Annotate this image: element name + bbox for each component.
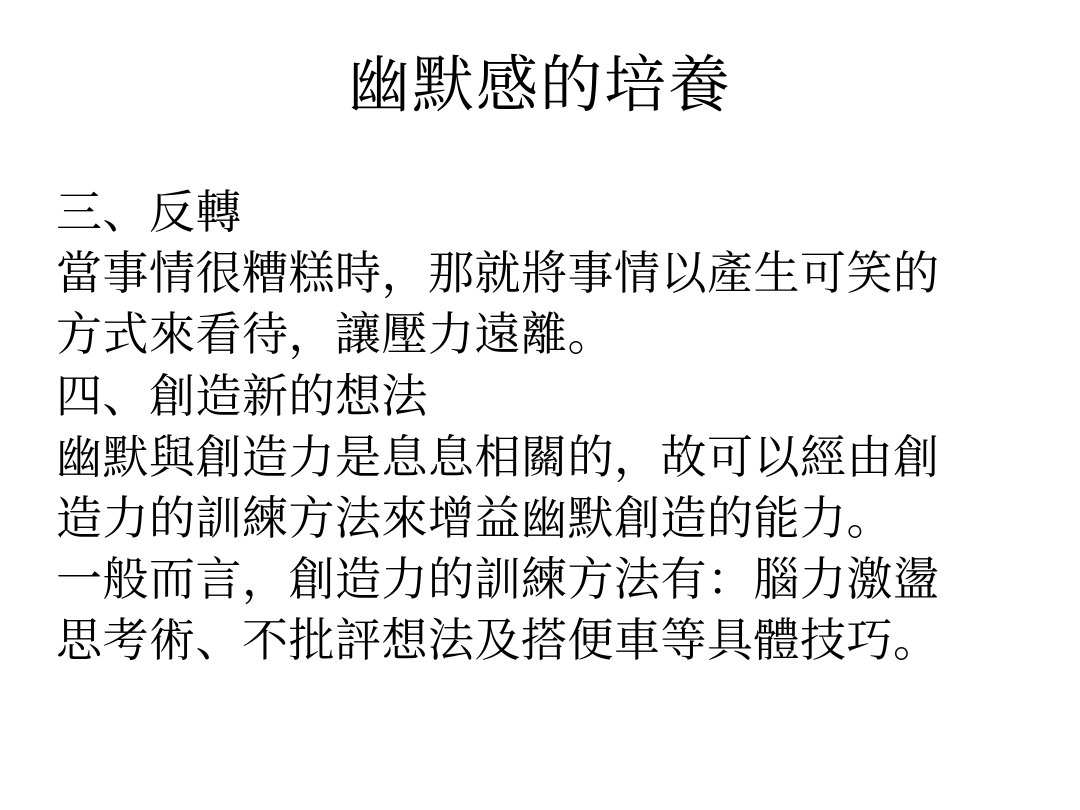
body-line: 造力的訓練方法來增益幽默創造的能力。: [56, 490, 893, 545]
body-line: 當事情很糟糕時，那就將事情以產生可笑的: [56, 246, 940, 301]
body-line: 方式來看待，讓壓力遠離。: [56, 307, 614, 362]
slide-body-text: [56, 182, 1024, 671]
body-line: 一般而言，創造力的訓練方法有：腦力激盪: [56, 552, 940, 607]
body-line: 四、創造新的想法: [56, 368, 428, 423]
page-title: 幽默感的培養: [347, 48, 732, 121]
body-line: 幽默與創造力是息息相關的，故可以經由創: [56, 429, 940, 484]
body-line: 三、反轉: [56, 185, 242, 239]
body-line: 思考術、不批評想法及搭便車等具體技巧。: [56, 613, 940, 668]
